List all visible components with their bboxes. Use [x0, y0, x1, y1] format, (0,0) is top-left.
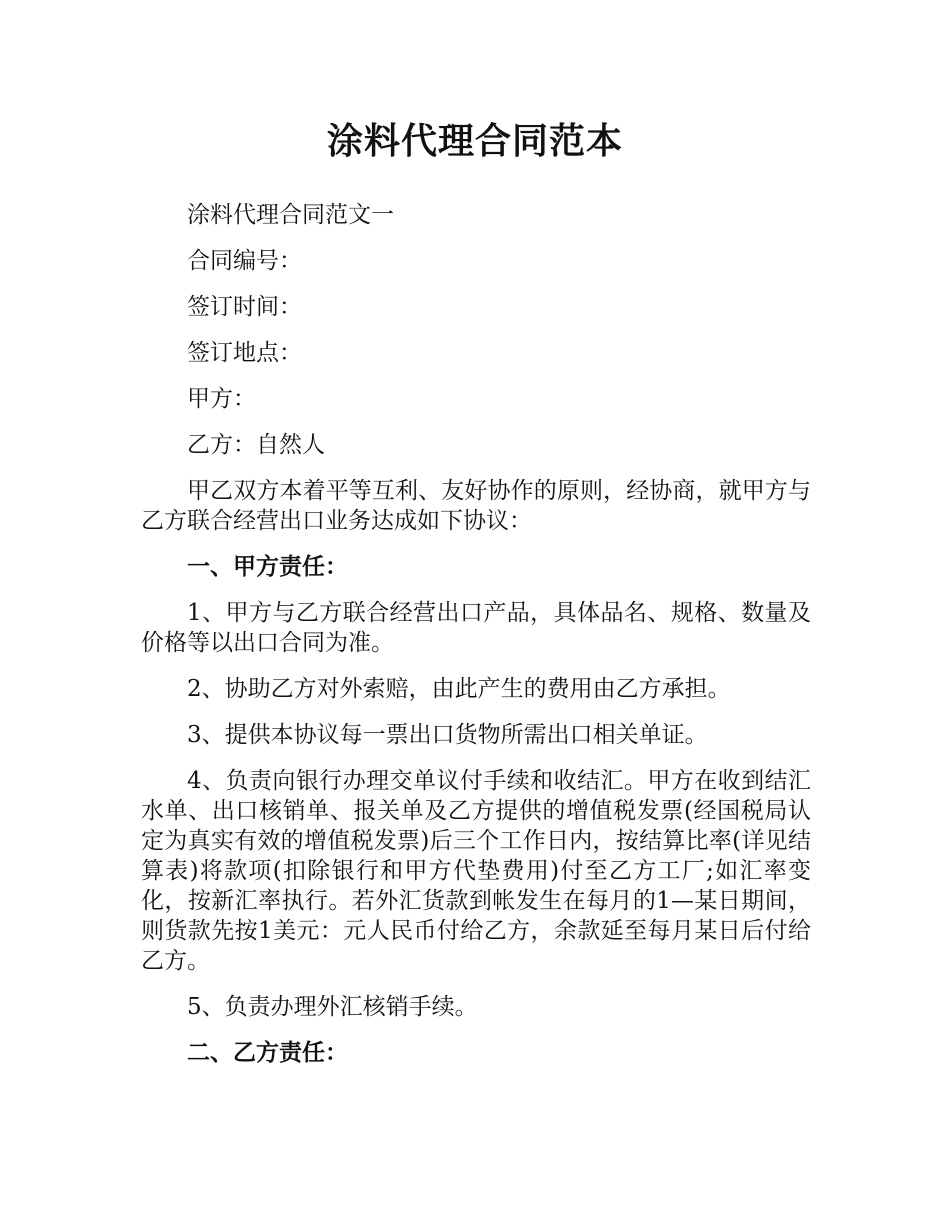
clause-4: 4、负责向银行办理交单议付手续和收结汇。甲方在收到结汇水单、出口核销单、报关单及乙方提供的增值税发票(经国税局认定为真实有效的增值税发票)后三个工作日内，按结算比率(详见结算表)将款项(扣除银行和甲方代垫费用)付至乙方工厂;如汇率变化，按新汇率执行。若外汇货款到帐发生在每月的1—某日期间，则货款先按1美元：元人民币付给乙方，余款延至每月某日后付给乙方。	[141, 768, 811, 974]
section-heading-party-b: 二、乙方责任：	[187, 1040, 348, 1066]
document-body	[141, 200, 811, 1084]
party-b-line: 乙方：自然人	[187, 432, 325, 458]
preamble-paragraph: 甲乙双方本着平等互利、友好协作的原则，经协商，就甲方与乙方联合经营出口业务达成如下协议：	[141, 478, 811, 534]
signing-time-line: 签订时间：	[187, 294, 302, 320]
section-heading-party-a: 一、甲方责任：	[187, 554, 348, 580]
signing-place-line: 签订地点：	[187, 340, 302, 366]
document-subtitle: 涂料代理合同范文一	[187, 202, 394, 228]
document-title: 涂料代理合同范本	[326, 121, 623, 162]
clause-5: 5、负责办理外汇核销手续。	[187, 994, 478, 1020]
clause-2: 2、协助乙方对外索赔，由此产生的费用由乙方承担。	[187, 676, 731, 702]
party-a-line: 甲方：	[187, 386, 256, 412]
clause-1: 1、甲方与乙方联合经营出口产品，具体品名、规格、数量及价格等以出口合同为准。	[141, 600, 811, 656]
contract-number-line: 合同编号：	[187, 248, 302, 274]
clause-3: 3、提供本协议每一票出口货物所需出口相关单证。	[187, 722, 708, 748]
